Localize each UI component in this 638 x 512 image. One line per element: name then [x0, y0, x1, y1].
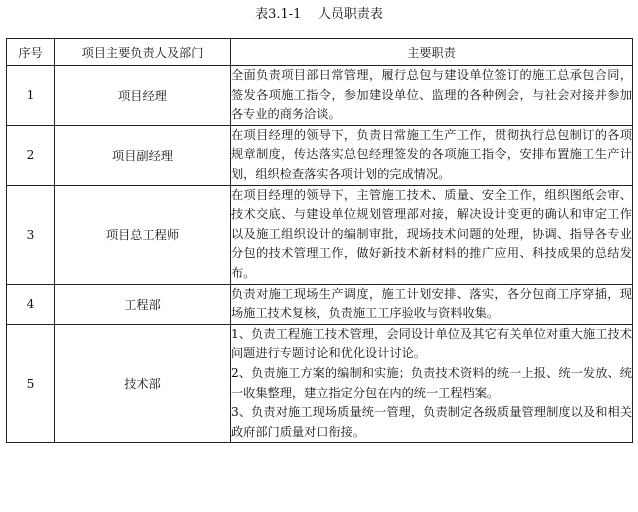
row-num: 1 — [7, 66, 55, 126]
duty-item: 2、负责施工方案的编制和实施；负责技术资料的统一上报、统一发放、统一收集整理，建立指定分包在内的统一工程档案。 — [231, 365, 632, 400]
duty-item: 3、负责对施工现场质量统一管理，负责制定各级质量管理制度以及和相关政府部门质量对口衔接。 — [231, 405, 632, 439]
table-row — [7, 66, 633, 126]
table-row — [7, 324, 633, 443]
row-duty: 在项目经理的领导下，主管施工技术、质量、安全工作，组织图纸会审、技术交底、与建设单位规划管理部对接，解决设计变更的确认和审定工作以及施工组织设计的编制审批，现场技术问题的处理，协调、指导各专业分包的技术管理工作，做好新技术新材料的推广应用、科技成果的总结发布。 — [231, 185, 633, 284]
row-duty: 全面负责项目部日常管理，履行总包与建设单位签订的施工总承包合同，签发各项施工指令，参加建设单位、监理的各种例会，与社会对接并参加各专业的商务洽谈。 — [231, 66, 633, 126]
row-duty: 在项目经理的领导下，负责日常施工生产工作，贯彻执行总包制订的各项规章制度，传达落实总包经理签发的各项施工指令，安排布置施工生产计划，组织检查落实各项计划的完成情况。 — [231, 125, 633, 185]
table-row — [7, 284, 633, 324]
row-dept: 工程部 — [55, 284, 231, 324]
row-duty-list — [231, 324, 633, 443]
row-num: 2 — [7, 125, 55, 185]
row-dept: 技术部 — [55, 324, 231, 443]
table-row — [7, 185, 633, 284]
row-num: 3 — [7, 185, 55, 284]
row-num: 5 — [7, 324, 55, 443]
table-header-row — [7, 39, 633, 66]
personnel-duties-table — [6, 38, 633, 443]
table-caption: 表3.1-1 人员职责表 — [255, 7, 383, 22]
row-dept: 项目总工程师 — [55, 185, 231, 284]
header-num: 序号 — [7, 39, 55, 66]
table-row — [7, 125, 633, 185]
header-dept: 项目主要负责人及部门 — [55, 39, 231, 66]
row-dept: 项目副经理 — [55, 125, 231, 185]
duty-item: 1、负责工程施工技术管理，会同设计单位及其它有关单位对重大施工技术问题进行专题讨论和优化设计讨论。 — [231, 326, 632, 361]
row-num: 4 — [7, 284, 55, 324]
row-duty: 负责对施工现场生产调度，施工计划安排、落实，各分包商工序穿插，现场施工技术复核，负责施工工序验收与资料收集。 — [231, 284, 633, 324]
row-dept: 项目经理 — [55, 66, 231, 126]
header-duty: 主要职责 — [231, 39, 633, 66]
